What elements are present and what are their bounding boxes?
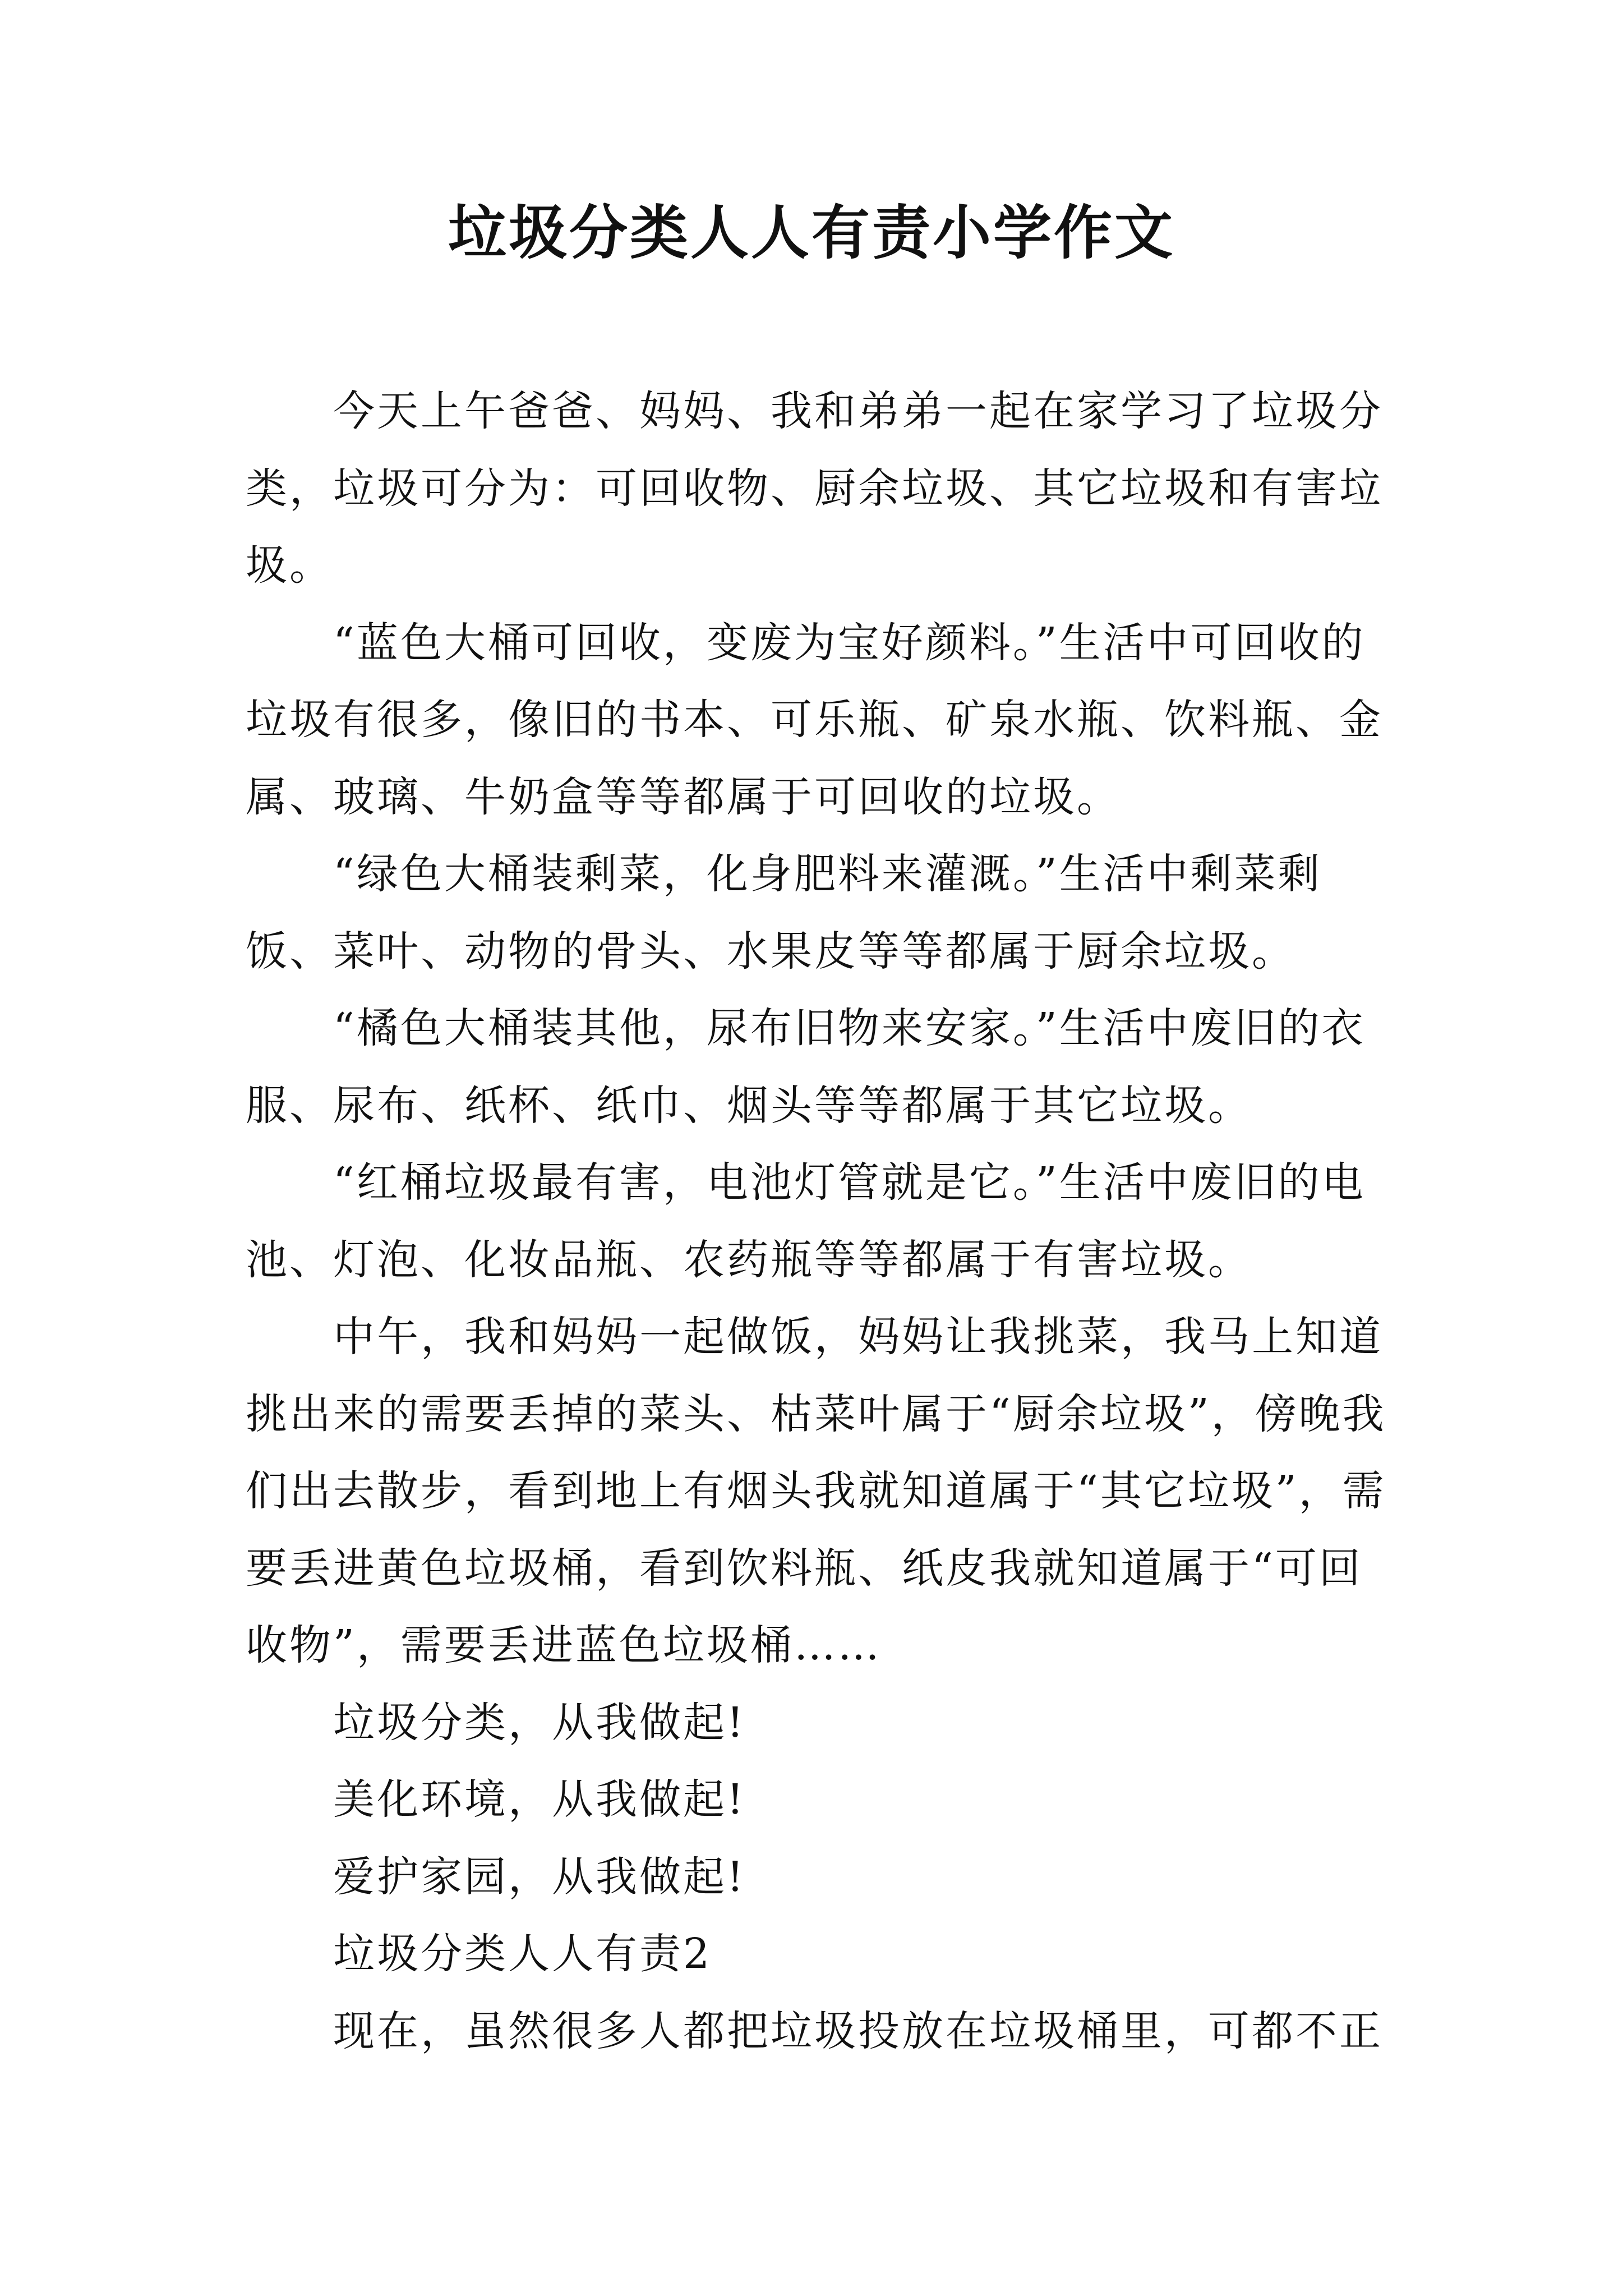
document-title: 垃圾分类人人有责小学作文	[448, 198, 1175, 267]
document-body	[246, 373, 1390, 2070]
paragraph-other-waste: “橘色大桶装其他，尿布旧物来安家。”生活中废旧的衣服、尿布、纸杯、纸巾、烟头等等都属于其它垃圾。	[246, 1004, 1366, 1130]
slogan-line: 美化环境，从我做起!	[333, 1775, 746, 1824]
paragraph-hazardous-waste: “红桶垃圾最有害，电池灯管就是它。”生活中废旧的电池、灯泡、化妆品瓶、农药瓶等等都属于有害垃圾。	[246, 1158, 1366, 1284]
paragraph-continued: 现在，虽然很多人都把垃圾投放在垃圾桶里，可都不正	[333, 2007, 1383, 2055]
slogan-line: 爱护家园，从我做起!	[333, 1852, 746, 1901]
slogan-line: 垃圾分类，从我做起!	[333, 1698, 746, 1747]
paragraph-intro: 今天上午爸爸、妈妈、我和弟弟一起在家学习了垃圾分类，垃圾可分为：可回收物、厨余垃圾、其它垃圾和有害垃圾。	[246, 387, 1383, 590]
paragraph-noon: 中午，我和妈妈一起做饭，妈妈让我挑菜，我马上知道挑出来的需要丢掉的菜头、枯菜叶属于“厨余垃圾”，傍晚我们出去散步，看到地上有烟头我就知道属于“其它垃圾”，需要丢进黄色垃圾桶，看到饮料瓶、纸皮我就知道属于“可回收物”，需要丢进蓝色垃圾桶……	[246, 1313, 1386, 1669]
paragraph-recyclable: “蓝色大桶可回收，变废为宝好颜料。”生活中可回收的垃圾有很多，像旧的书本、可乐瓶、矿泉水瓶、饮料瓶、金属、玻璃、牛奶盒等等都属于可回收的垃圾。	[246, 618, 1383, 821]
paragraph-kitchen-waste: “绿色大桶装剩菜，化身肥料来灌溉。”生活中剩菜剩饭、菜叶、动物的骨头、水果皮等等都属于厨余垃圾。	[246, 850, 1322, 976]
section-heading: 垃圾分类人人有责2	[333, 1930, 712, 1978]
